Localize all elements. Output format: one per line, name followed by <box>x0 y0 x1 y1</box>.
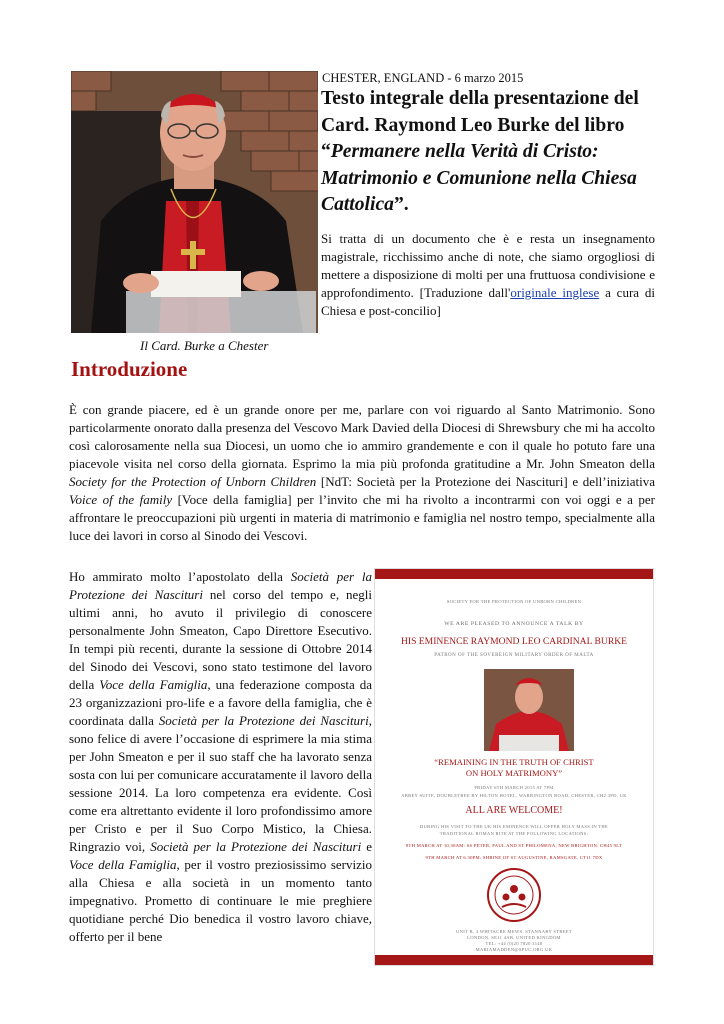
p1-text: È con grande piacere, ed è un grande onore per me, parlare con voi riguardo al Santo Matrimonio. Sono particolarmente onorato dalla presenza del Vescovo Mark Davied della Diocesi di Shrewsbury che mi ha accolto così calorosamente nella sua Diocesi, un uomo che io ammiro grandemente e con il quale ho potuto fare una piacevole visita nel corso della giornata. Esprimo la mia più profonda gratitudine a Mr. John Smeaton della <box>69 402 655 471</box>
p1-italic-society: Society for the Protection of Unborn Children <box>69 474 317 489</box>
flyer-address-3: TEL: +44 (0)20 7820 3140 <box>485 941 543 946</box>
p2-italic: Voce della Famiglia <box>69 857 177 872</box>
flyer-mass-b: 9TH MARCH AT 6.30PM: SHRINE OF ST AUGUSTINE, RAMSGATE, CT11 7DX <box>425 855 603 860</box>
p2-text: Ho ammirato molto l’apostolato della <box>69 569 291 584</box>
flyer-address-4: MARIAMADDEN@SPUC.ORG.UK <box>475 947 553 952</box>
p2-italic: Società per la Protezione dei Nascituri <box>69 569 372 602</box>
voice-of-the-family-seal <box>486 867 542 923</box>
title-book: Permanere nella Verità di Cristo: Matrimonio e Comunione nella Chiesa Cattolica <box>321 141 637 215</box>
p2-italic: Voce della Famiglia <box>99 677 208 692</box>
title-part1: Testo integrale della presentazione del Card. Raymond Leo Burke del libro “ <box>321 88 639 162</box>
flyer-masses-1: DURING HIS VISIT TO THE UK HIS EMINENCE WILL OFFER HOLY MASS IN THE <box>419 824 609 829</box>
body-paragraph-1 <box>69 401 655 545</box>
flyer-bottom-band <box>375 955 653 965</box>
flyer-top-band <box>375 569 653 579</box>
flyer-address-2: LONDON, SE11 4AB, UNITED KINGDOM <box>467 935 561 940</box>
dateline: CHESTER, ENGLAND - 6 marzo 2015 <box>322 71 524 85</box>
flyer-patron: PATRON OF THE SOVEREIGN MILITARY ORDER OF MALTA <box>434 653 594 658</box>
flyer-date: FRIDAY 6TH MARCH 2015 AT 7PM <box>474 785 554 790</box>
section-heading: Introduzione <box>71 357 188 381</box>
body-paragraph-2 <box>69 568 372 946</box>
flyer-org: SOCIETY FOR THE PROTECTION OF UNBORN CHILDREN <box>446 599 582 604</box>
flyer-talk-title-1: “REMAINING IN THE TRUTH OF CHRIST <box>434 757 594 767</box>
p1-text: [NdT: Società per la Protezione dei Nascituri] e dell’iniziativa <box>316 474 655 489</box>
p2-text: e <box>361 839 372 854</box>
event-flyer <box>374 568 654 966</box>
flyer-welcome: ALL ARE WELCOME! <box>465 805 563 816</box>
flyer-announce: WE ARE PLEASED TO ANNOUNCE A TALK BY <box>444 621 584 627</box>
p2-italic: Società per la Protezione dei Nascituri <box>150 839 362 854</box>
article-title <box>321 86 651 219</box>
intro-text: Si tratta di un documento che è e resta un insegnamento magistrale, ricchissimo anche di note, che siamo orgogliosi di mettere a disposizione di molti per una fruttuosa condivisione e approfondimento. [Traduzione dall' <box>321 231 655 300</box>
original-link[interactable]: originale inglese <box>510 285 600 300</box>
p2-text: , una federazione composta da 23 organizzazioni pro-life e a favore della famiglia, che è coordinata dalla <box>69 677 373 728</box>
intro-text-end: a cura di Chiesa e post-concilio] <box>321 285 655 318</box>
flyer-photo <box>484 669 574 751</box>
flyer-mass-a: 8TH MARCH AT 10.30AM: SS PETER, PAUL AND ST PHILOMENA, NEW BRIGHTON, CH45 9LT <box>405 843 623 848</box>
cardinal-photo <box>71 71 318 333</box>
flyer-masses-2: TRADITIONAL ROMAN RITE AT THE FOLLOWING LOCATIONS: <box>439 831 589 836</box>
flyer-address-1: UNIT B, 3 WHITACRE MEWS, STANNARY STREET <box>455 929 573 934</box>
p1-text: [Voce della famiglia] per l’invito che mi ha rivolto a incontrarmi con voi oggi e a per affrontare le preoccupazioni più urgenti in materia di matrimonio e famiglia nel nostro tempo, specialmente alla luce dei lavori in corso al Sinodo dei Vescovi. <box>69 492 655 543</box>
title-part2: ”. <box>393 194 409 215</box>
flyer-venue: ABBEY SUITE, DOUBLETREE BY HILTON HOTEL, WARRINGTON ROAD, CHESTER, CH2 3PD, UK <box>401 793 627 798</box>
photo-caption: Il Card. Burke a Chester <box>140 338 269 353</box>
p1-italic-voice: Voice of the family <box>69 492 173 507</box>
p2-text: nel corso del tempo e, negli ultimi anni, ho avuto il privilegio di conoscere personalmente John Smeaton, Capo Direttore Esecutivo. In tempi più recenti, durante la sessione di Ottobre 2014 del Sinodo dei Vescovi, sono stato testimone del lavoro della <box>69 587 372 692</box>
flyer-speaker: HIS EMINENCE RAYMOND LEO CARDINAL BURKE <box>400 636 628 647</box>
intro-paragraph <box>321 230 655 320</box>
flyer-talk-title-2: ON HOLY MATRIMONY” <box>465 768 563 778</box>
p2-text: , per il vostro preziosissimo servizio alla Chiesa e alla società in un momento tanto impegnativo. Prometto di continuare le mie preghiere quotidiane perché Dio benedica il vostro lavoro chiave, offerto per il bene <box>69 857 373 944</box>
p2-italic: Società per la Protezione dei Nascituri <box>158 713 369 728</box>
p2-text: , sono felice di avere l’occasione di esprimere la mia stima per John Smeaton e per il suo staff che ha lavorato senza sosta con lui per comunicare accuratamente il lavoro della sessione 2014. La loro competenza era evidente. Così come era altrettanto evidente il loro profondissimo amore per Cristo e per il Suo Corpo Mistico, la Chiesa. Ringrazio voi, <box>69 713 372 854</box>
